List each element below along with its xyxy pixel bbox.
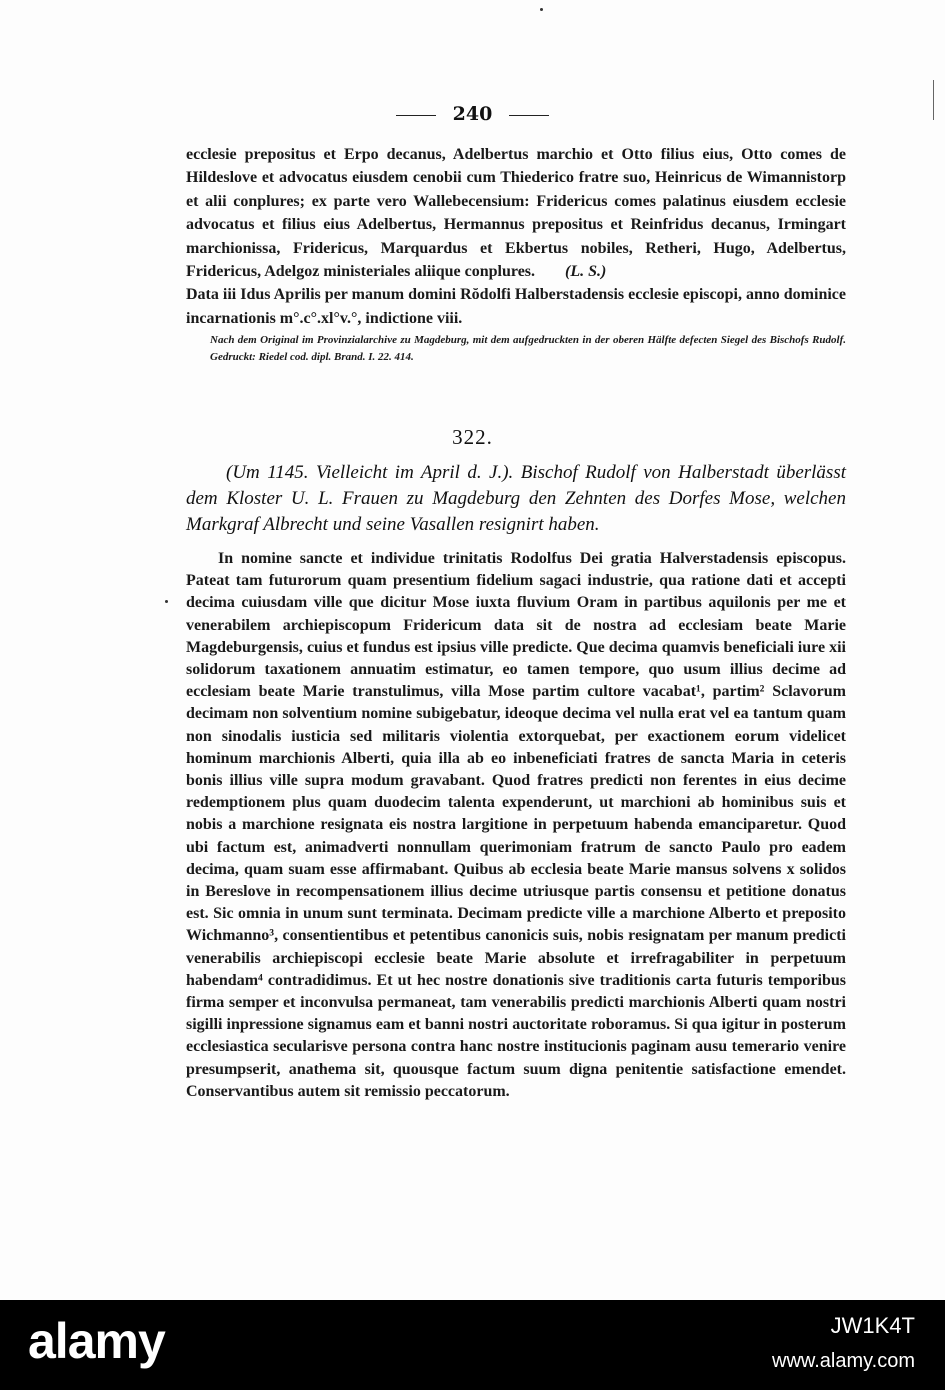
scan-speck bbox=[540, 8, 543, 11]
watermark-logo: alamy bbox=[28, 1313, 165, 1369]
continuation-paragraph bbox=[186, 143, 846, 283]
watermark-url: www.alamy.com bbox=[772, 1350, 915, 1372]
page-number: 240 bbox=[452, 103, 493, 125]
source-note: Nach dem Original im Provinzialarchive zu Magdeburg, mit dem aufgedruckten in der oberen Hälfte defecten Siegel des Bischofs Rudolf. Gedruckt: Riedel cod. dipl. Brand. I. 22. 414. bbox=[210, 334, 846, 363]
seal-marker: (L. S.) bbox=[565, 263, 607, 281]
charter-text bbox=[186, 548, 846, 1103]
header-rule-left bbox=[396, 115, 436, 116]
continuation-text: ecclesie prepositus et Erpo decanus, Adelbertus marchio et Otto filius eius, Otto comes de Hildeslove et advocatus eiusdem cenobii cum Thiederico fratre suo, Heinricus de Wimannistorp et alii conplures; ex parte vero Wallebecensium: Fridericus comes palatinus eiusdem ecclesie advocatus et filius eius Adelbertus, Hermannus prepositus et Reinfridus decanus, Irmingart marchionissa, Fridericus, Marquardus et Ekbertus nobiles, Retheri, Hugo, Adelbertus, Fridericus, Adelgoz ministeriales aliique conplures. bbox=[186, 146, 846, 281]
charter-body: In nomine sancte et individue trinitatis Rodolfus Dei gratia Halverstadensis episcopus. Pateat tam futurorum quam presentium fidelium sagaci industrie, qua ratione dati et accepti decima cuiusdam ville que dicitur Mose iuxta fluvium Oram in partibus aquilonis per me et venerabilem archiepiscopum Fridericum data sit de nostra ad ecclesiam beate Marie Magdeburgensis, cuius et fundus est ipsius ville predicte. Que decima quamvis beneficiali iure xii solidorum taxationem annuatim estimatur, eo tamen tempore, quo usum illius decime ad ecclesiam beate Marie transtulimus, villa Mose partim cultore vacabat¹, partim² Sclavorum decimam non solventium nomine subigebatur, ideoque decima vel nulla erat vel ea tantum quam non sinodalis iusticia sed militaris violentia extorquebat, per exactionem eorum videlicet hominum marchionis Alberti, quia illa ab eo inbeneficiati fratres de sancta Maria in ceteris bonis illius ville supra modum gravabant. Quod fratres predicti non ferentes in eius decime redemptionem plus quam duodecim talenta expenderunt, ut marchioni ab hominibus suis et nobis a marchione resignata eis nostra largitione in perpetuum habenda emanciparetur. Quod ubi factum est, animadverti nonnullam querimoniam fratrum de sancto Paulo pro eadem decima, quam suam esse affirmabant. Quibus ab ecclesia beate Marie mansus solvens x solidos in Bereslove in recompensationem illius decime utriusque partis consensu et petitione donatus est. Sic omnia in unum sunt terminata. Decimam predicte ville a marchione Alberto et preposito Wichmanno³, consentientibus et petentibus canonicis suis, nobis resignatam per manum predicti venerabilis archiepiscopi ecclesie beate Marie absolute et irrefragabiliter in perpetuum habendam⁴ contradidimus. Et ut hec nostre donationis sive traditionis carta futuris temporibus firma semper et inconvulsa permaneat, tam venerabilis predicti marchionis Alberti quam nostri sigilli inpressione signamus eam et banni nostri auctoritate roboramus. Si qua igitur in posterum ecclesiastica secularisve persona contra hanc nostre institucionis paginam ausu temerario venire presumpserit, anathema sit, quousque factum suum digna penitentie satisfactione emendet. Conservantibus autem sit remissio peccatorum. bbox=[186, 550, 846, 1100]
dating-clause: Data iii Idus Aprilis per manum domini Rŏdolfi Halberstadensis ecclesie episcopi, anno dominice incarnationis m°.c°.xl°v.°, indictione viii. bbox=[186, 286, 846, 327]
continuation-block bbox=[186, 143, 846, 330]
header-rule-right bbox=[509, 115, 549, 116]
document-number: 322. bbox=[452, 425, 493, 449]
watermark-image-id: JW1K4T bbox=[830, 1313, 915, 1338]
page-header bbox=[0, 103, 945, 125]
document-summary: (Um 1145. Vielleicht im April d. J.). Bischof Rudolf von Halberstadt überlässt dem Kloster U. L. Frauen zu Magdeburg den Zehnten des Dorfes Mose, welchen Markgraf Albrecht und seine Vasallen resignirt haben. bbox=[186, 462, 846, 535]
scan-speck bbox=[165, 600, 168, 603]
